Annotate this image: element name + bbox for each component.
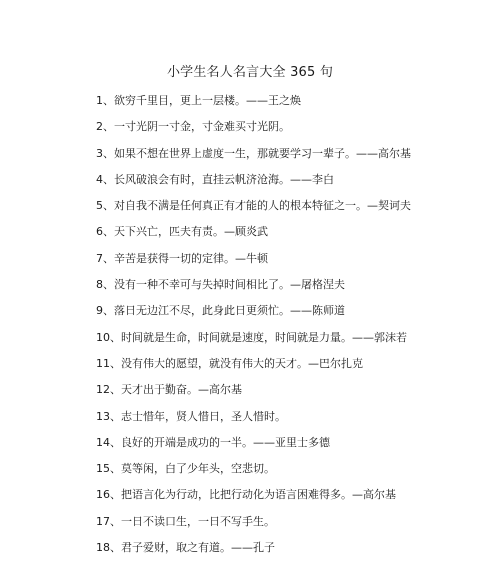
quote-item: 3、如果不想在世界上虚度一生，那就要学习一辈子。——高尔基 xyxy=(96,146,411,160)
quote-item: 10、时间就是生命，时间就是速度，时间就是力量。——郭沫若 xyxy=(96,330,407,344)
quote-item: 7、辛苦是获得一切的定律。—牛顿 xyxy=(96,251,268,265)
quote-item: 17、一日不读口生，一日不写手生。 xyxy=(96,514,275,528)
quote-item: 12、天才出于勤奋。—高尔基 xyxy=(96,383,242,397)
quote-item: 5、对自我不满是任何真正有才能的人的根本特征之一。—契诃夫 xyxy=(96,199,411,213)
document-title: 小学生名人名言大全 365 句 xyxy=(166,65,334,80)
quote-item: 2、一寸光阴一寸金，寸金难买寸光阴。 xyxy=(96,120,290,134)
quote-item: 4、长风破浪会有时，直挂云帆济沧海。——李白 xyxy=(96,172,334,186)
quote-list xyxy=(96,92,491,565)
quote-item: 6、天下兴亡，匹夫有责。—顾炎武 xyxy=(96,225,268,239)
quote-item: 11、没有伟大的愿望，就没有伟大的天才。—巴尔扎克 xyxy=(96,356,363,370)
quote-item: 1、欲穷千里目，更上一层楼。——王之焕 xyxy=(96,94,301,107)
quote-item: 9、落日无边江不尽，此身此日更须忙。——陈师道 xyxy=(96,304,345,318)
quote-item: 8、没有一种不幸可与失掉时间相比了。—屠格涅夫 xyxy=(96,278,345,292)
quote-item: 16、把语言化为行动，比把行动化为语言困难得多。—高尔基 xyxy=(96,488,396,502)
quote-item: 13、志士惜年，贤人惜日，圣人惜时。 xyxy=(96,409,286,423)
quote-item: 18、君子爱财，取之有道。——孔子 xyxy=(96,541,275,555)
quote-item: 15、莫等闲，白了少年头，空悲切。 xyxy=(96,462,275,476)
quote-item: 14、良好的开端是成功的一半。——亚里士多德 xyxy=(96,435,330,449)
